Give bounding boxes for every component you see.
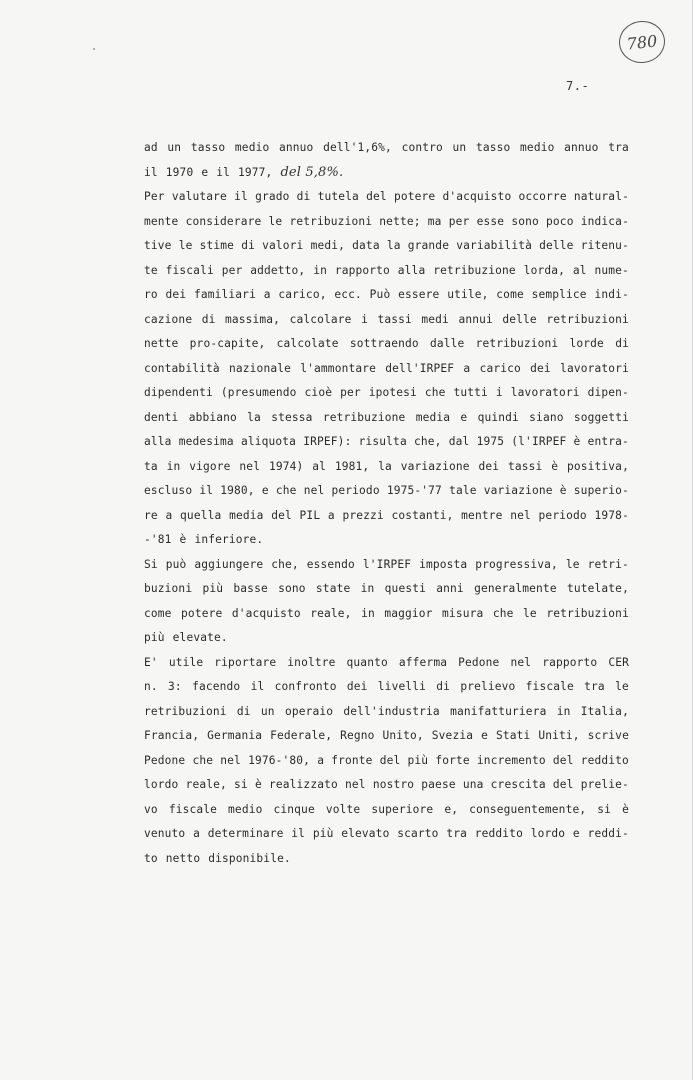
scan-speck	[93, 48, 95, 50]
text-line: contabilità nazionale l'ammontare dell'IRPEF a carico dei lavoratori	[144, 361, 629, 375]
text-line: il 1970 e il 1977, del 5,8%.	[144, 161, 629, 186]
text-line: lordo reale, si è realizzato nel nostro paese una crescita del prelie-	[144, 778, 629, 791]
text-line: ad un tasso medio annuo dell'1,6%, contro un tasso medio annuo tra	[144, 141, 629, 154]
text-line: venuto a determinare il più elevato scarto tra reddito lordo e reddi-	[144, 827, 629, 840]
text-line: re a quella media del PIL a prezzi costanti, mentre nel periodo 1978-	[144, 508, 629, 522]
archive-stamp: 780	[617, 19, 667, 66]
text-line: n. 3: facendo il confronto dei livelli di prelievo fiscale tra le	[144, 680, 629, 693]
text-line: alla medesima aliquota IRPEF): risulta che, dal 1975 (l'IRPEF è entra-	[144, 435, 629, 448]
text-line: -'81 è inferiore.	[144, 533, 264, 546]
text-line: tive le stime di valori medi, data la grande variabilità delle ritenu-	[144, 239, 629, 252]
text-line: dipendenti (presumendo cioè per ipotesi che tutti i lavoratori dipen-	[144, 386, 629, 399]
text-line: to netto disponibile.	[144, 851, 291, 865]
text-line: ta in vigore nel 1974) al 1981, la variazione dei tassi è positiva,	[144, 459, 629, 473]
text-line: te fiscali per addetto, in rapporto alla retribuzione lorda, al nume-	[144, 263, 629, 277]
text-line: Pedone che nel 1976-'80, a fronte del più forte incremento del reddito	[144, 753, 629, 767]
handwritten-annotation: del 5,8%.	[280, 164, 344, 180]
text-line: più elevate.	[144, 631, 228, 644]
text-line: nette pro-capite, calcolate sottraendo dalle retribuzioni lorde di	[144, 337, 629, 350]
page-number: 7.-	[566, 79, 590, 93]
text-line: come potere d'acquisto reale, in maggior misura che le retribuzioni	[144, 606, 629, 620]
text-line: vo fiscale medio cinque volte superiore e, conseguentemente, si è	[144, 802, 629, 816]
text-line: mente considerare le retribuzioni nette; ma per esse sono poco indica-	[144, 214, 629, 228]
text-line: Si può aggiungere che, essendo l'IRPEF imposta progressiva, le retri-	[144, 557, 629, 571]
text-line: escluso il 1980, e che nel periodo 1975-'77 tale variazione è superio-	[144, 484, 629, 497]
text-line: denti abbiano la stessa retribuzione media e quindi siano soggetti	[144, 410, 629, 424]
text-line: E' utile riportare inoltre quanto afferma Pedone nel rapporto CER	[144, 655, 629, 669]
text-line: cazione di massima, calcolare i tassi medi annui delle retribuzioni	[144, 312, 629, 326]
body-text	[144, 136, 629, 871]
text-line: Per valutare il grado di tutela del potere d'acquisto occorre natural-	[144, 190, 629, 203]
text-line: retribuzioni di un operaio dell'industria manifatturiera in Italia,	[144, 704, 629, 718]
text-line: Francia, Germania Federale, Regno Unito, Svezia e Stati Uniti, scrive	[144, 729, 629, 742]
text-line: buzioni più basse sono state in questi anni generalmente tutelate,	[144, 582, 629, 595]
text-line: ro dei familiari a carico, ecc. Può essere utile, come semplice indi-	[144, 288, 629, 301]
